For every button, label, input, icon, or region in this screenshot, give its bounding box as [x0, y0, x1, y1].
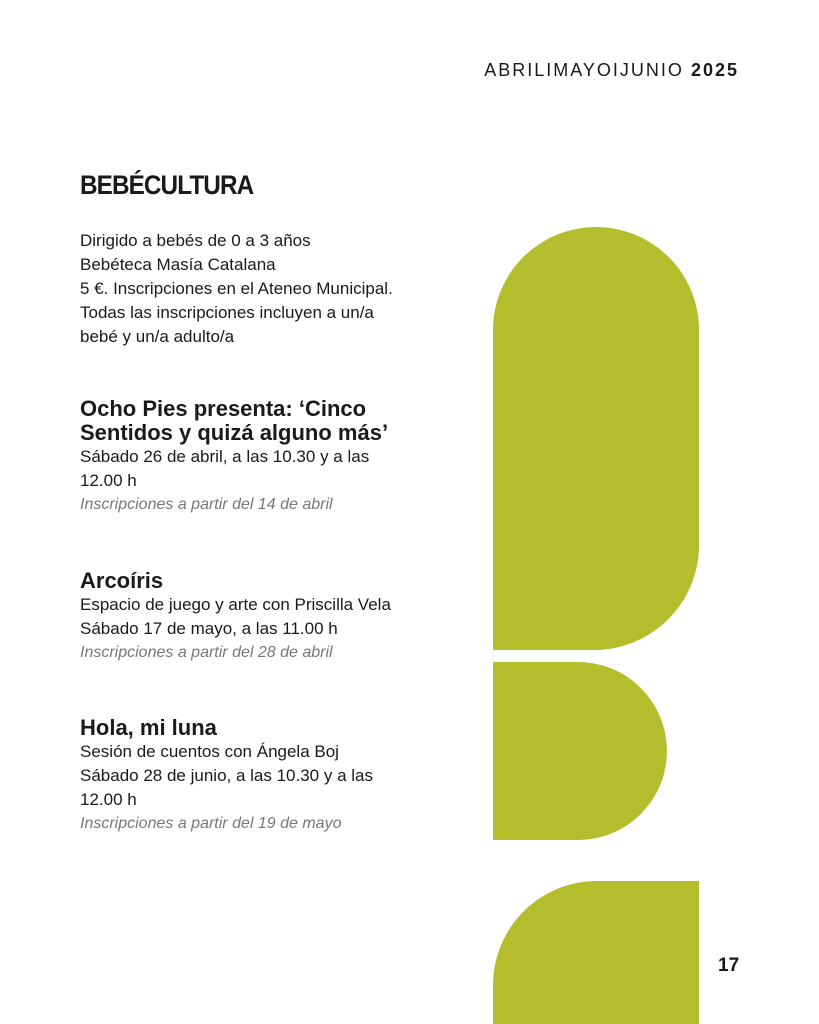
section-title: BEBÉCULTURA [80, 170, 254, 200]
deco-arch-shape [493, 227, 699, 650]
event-registration-note: Inscripciones a partir del 14 de abril [80, 496, 333, 513]
deco-half-circle-shape [493, 662, 667, 840]
intro-audience: Dirigido a bebés de 0 a 3 años [80, 231, 311, 250]
event-title: Hola, mi luna [80, 715, 217, 740]
header-months: ABRILIMAYOIJUNIO [484, 60, 684, 80]
page-number: 17 [718, 955, 740, 976]
event-schedule: Sábado 28 de junio, a las 10.30 y a las 12.00 h [80, 766, 373, 809]
event-schedule: Sábado 26 de abril, a las 10.30 y a las 12.00 h [80, 447, 370, 490]
event-registration-note: Inscripciones a partir del 19 de mayo [80, 815, 342, 832]
event-schedule: Sábado 17 de mayo, a las 11.00 h [80, 619, 338, 638]
intro-price-info: 5 €. Inscripciones en el Ateneo Municipal. Todas las inscripciones incluyen a un/a bebé y un/a adulto/a [80, 279, 393, 346]
event-registration-note: Inscripciones a partir del 28 de abril [80, 644, 333, 661]
event-description: Sesión de cuentos con Ángela Boj [80, 742, 339, 761]
event-title: Arcoíris [80, 568, 164, 593]
deco-quarter-shape [493, 881, 699, 1024]
event-description: Espacio de juego y arte con Priscilla Vela [80, 595, 391, 614]
event-title: Ocho Pies presenta: ‘Cinco Sentidos y quizá alguno más’ [80, 396, 389, 445]
intro-venue: Bebéteca Masía Catalana [80, 255, 276, 274]
header-year: 2025 [690, 60, 739, 80]
